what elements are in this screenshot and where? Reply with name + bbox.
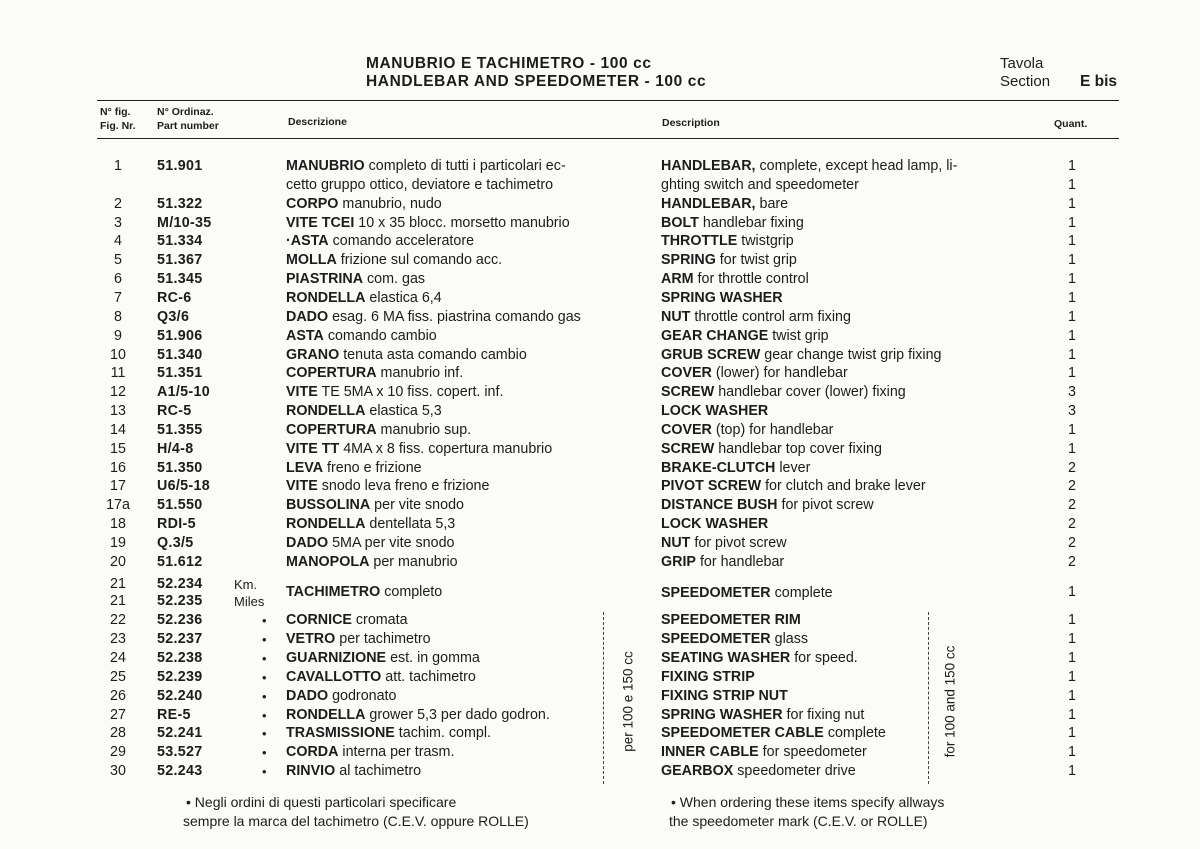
description-italian: RONDELLA grower 5,3 per dado godron.: [286, 707, 550, 723]
unit-label: Miles: [234, 594, 265, 609]
description-english: LOCK WASHER: [661, 516, 769, 532]
section-code: E bis: [1080, 73, 1118, 90]
part-number: 51.351: [157, 365, 203, 381]
description-english: SPRING WASHER for fixing nut: [661, 707, 865, 723]
table-row: [0, 346, 1200, 365]
table-row: [0, 668, 1200, 687]
quantity: 1: [1068, 252, 1076, 268]
footnote-english-line1: • When ordering these items specify allways: [671, 794, 945, 810]
part-number: RE-5: [157, 707, 191, 723]
part-number: 51.355: [157, 422, 203, 438]
bracket-line-italian: [603, 612, 604, 784]
table-row: [0, 383, 1200, 402]
table-row: [0, 477, 1200, 496]
part-number: 51.340: [157, 347, 203, 363]
description-italian: VETRO per tachimetro: [286, 631, 431, 647]
description-english: GEARBOX speedometer drive: [661, 763, 856, 779]
description-english: GEAR CHANGE twist grip: [661, 328, 829, 344]
fig-number: 4: [114, 233, 122, 249]
fig-number: 25: [110, 669, 126, 685]
bullet-icon: •: [262, 651, 267, 666]
table-row: [0, 195, 1200, 214]
column-description-italian: Descrizione: [288, 116, 347, 128]
bullet-icon: •: [262, 764, 267, 779]
quantity: 1: [1068, 763, 1076, 779]
description-english: SPEEDOMETER complete: [661, 585, 833, 601]
title-italian: MANUBRIO E TACHIMETRO - 100 cc: [366, 55, 652, 72]
part-number: Q.3/5: [157, 535, 194, 551]
fig-number: 19: [110, 535, 126, 551]
quantity: 1: [1068, 584, 1076, 600]
part-number: RDI-5: [157, 516, 196, 532]
fig-number: 6: [114, 271, 122, 287]
fig-number: 13: [110, 403, 126, 419]
table-row: [0, 157, 1200, 176]
fig-number: 10: [110, 347, 126, 363]
bullet-icon: •: [262, 708, 267, 723]
quantity: 2: [1068, 516, 1076, 532]
column-description-english: Description: [662, 117, 720, 129]
description-english: COVER (lower) for handlebar: [661, 365, 848, 381]
table-row: [0, 496, 1200, 515]
description-english: GRUB SCREW gear change twist grip fixing: [661, 347, 942, 363]
quantity: 1: [1068, 650, 1076, 666]
quantity: 1: [1068, 612, 1076, 628]
quantity: 2: [1068, 497, 1076, 513]
table-row: [0, 364, 1200, 383]
description-italian: GUARNIZIONE est. in gomma: [286, 650, 480, 666]
quantity: 1: [1068, 422, 1076, 438]
description-italian: DADO 5MA per vite snodo: [286, 535, 455, 551]
description-italian: RINVIO al tachimetro: [286, 763, 422, 779]
quantity: 1: [1068, 631, 1076, 647]
part-number: 51.901: [157, 158, 203, 174]
quantity: 1: [1068, 328, 1076, 344]
column-part-english: Part number: [157, 120, 219, 132]
part-number: M/10-35: [157, 215, 212, 231]
quantity: 3: [1068, 384, 1076, 400]
description-italian: CORNICE cromata: [286, 612, 408, 628]
fig-number: 12: [110, 384, 126, 400]
part-number: 52.243: [157, 763, 203, 779]
part-number: 51.322: [157, 196, 203, 212]
part-number: 51.550: [157, 497, 203, 513]
description-english: GRIP for handlebar: [661, 554, 785, 570]
description-italian: RONDELLA dentellata 5,3: [286, 516, 456, 532]
fig-number: 1: [114, 158, 122, 174]
quantity: 2: [1068, 460, 1076, 476]
part-number: Q3/6: [157, 309, 190, 325]
table-row: [0, 762, 1200, 781]
fig-number: 7: [114, 290, 122, 306]
part-number: 52.235: [157, 593, 203, 609]
part-number: 53.527: [157, 744, 203, 760]
vertical-note-english: for 100 and 150 cc: [942, 645, 958, 758]
description-italian: RONDELLA elastica 5,3: [286, 403, 442, 419]
table-row: [0, 743, 1200, 762]
quantity: 1: [1068, 688, 1076, 704]
quantity: 1: [1068, 441, 1076, 457]
description-italian: DADO godronato: [286, 688, 397, 704]
fig-number: 22: [110, 612, 126, 628]
quantity: 2: [1068, 535, 1076, 551]
quantity: 3: [1068, 403, 1076, 419]
description-english: SEATING WASHER for speed.: [661, 650, 858, 666]
description-italian: GRANO tenuta asta comando cambio: [286, 347, 527, 363]
description-english: ghting switch and speedometer: [661, 177, 859, 193]
fig-number: 15: [110, 441, 126, 457]
table-row: [0, 459, 1200, 478]
quantity: 1: [1068, 669, 1076, 685]
bullet-icon: •: [262, 726, 267, 741]
table-row: [0, 251, 1200, 270]
column-part-italian: N° Ordinaz.: [157, 106, 214, 118]
quantity: 1: [1068, 196, 1076, 212]
description-english: COVER (top) for handlebar: [661, 422, 834, 438]
quantity: 1: [1068, 725, 1076, 741]
part-number: RC-5: [157, 403, 192, 419]
fig-number: 8: [114, 309, 122, 325]
description-italian: cetto gruppo ottico, deviatore e tachimetro: [286, 177, 554, 193]
header-top-rule: [97, 100, 1119, 101]
part-number: 52.241: [157, 725, 203, 741]
description-english: BOLT handlebar fixing: [661, 215, 804, 231]
quantity: 1: [1068, 290, 1076, 306]
quantity: 1: [1068, 347, 1076, 363]
part-number: H/4-8: [157, 441, 194, 457]
description-italian: PIASTRINA com. gas: [286, 271, 426, 287]
fig-number: 5: [114, 252, 122, 268]
description-italian: VITE TT 4MA x 8 fiss. copertura manubrio: [286, 441, 553, 457]
column-quantity: Quant.: [1054, 118, 1088, 130]
description-italian: BUSSOLINA per vite snodo: [286, 497, 464, 513]
description-italian: LEVA freno e frizione: [286, 460, 422, 476]
part-number: 51.612: [157, 554, 203, 570]
description-english: FIXING STRIP: [661, 669, 755, 685]
fig-number: 17a: [106, 497, 130, 513]
description-italian: DADO esag. 6 MA fiss. piastrina comando gas: [286, 309, 581, 325]
fig-number: 28: [110, 725, 126, 741]
description-italian: MOLLA frizione sul comando acc.: [286, 252, 503, 268]
quantity: 2: [1068, 554, 1076, 570]
table-row: [0, 553, 1200, 572]
description-italian: ·ASTA comando acceleratore: [286, 233, 475, 249]
fig-number: 27: [110, 707, 126, 723]
tavola-label: Tavola: [1000, 55, 1044, 72]
bullet-icon: •: [262, 745, 267, 760]
table-row: [0, 611, 1200, 630]
table-row: [0, 515, 1200, 534]
quantity: 1: [1068, 233, 1076, 249]
description-italian: CORPO manubrio, nudo: [286, 196, 442, 212]
fig-number: 30: [110, 763, 126, 779]
part-number: 52.234: [157, 576, 203, 592]
part-number: 52.237: [157, 631, 203, 647]
fig-number: 20: [110, 554, 126, 570]
title-english: HANDLEBAR AND SPEEDOMETER - 100 cc: [366, 73, 707, 90]
fig-number: 11: [110, 365, 126, 381]
table-row: [0, 327, 1200, 346]
table-row: [0, 534, 1200, 553]
description-italian: ASTA comando cambio: [286, 328, 437, 344]
quantity: 1: [1068, 177, 1076, 193]
table-row: [0, 724, 1200, 743]
part-number: 52.239: [157, 669, 203, 685]
header-bottom-rule: [97, 138, 1119, 139]
fig-number: 18: [110, 516, 126, 532]
footnote-italian-line2: sempre la marca del tachimetro (C.E.V. oppure ROLLE): [183, 813, 529, 829]
description-english: DISTANCE BUSH for pivot screw: [661, 497, 874, 513]
description-italian: MANUBRIO completo di tutti i particolari ec-: [286, 158, 566, 174]
section-label: Section: [1000, 73, 1051, 90]
part-number: 51.367: [157, 252, 203, 268]
speedometer-description-row: [0, 583, 1200, 602]
description-english: SPEEDOMETER CABLE complete: [661, 725, 886, 741]
table-row: [0, 176, 1200, 195]
bullet-icon: •: [262, 632, 267, 647]
part-number: U6/5-18: [157, 478, 210, 494]
fig-number: 23: [110, 631, 126, 647]
description-english: FIXING STRIP NUT: [661, 688, 788, 704]
description-english: BRAKE-CLUTCH lever: [661, 460, 811, 476]
quantity: 1: [1068, 309, 1076, 325]
fig-number: 17: [110, 478, 126, 494]
part-number: 51.350: [157, 460, 203, 476]
description-english: SCREW handlebar cover (lower) fixing: [661, 384, 906, 400]
description-english: SPEEDOMETER glass: [661, 631, 808, 647]
fig-number: 29: [110, 744, 126, 760]
description-italian: MANOPOLA per manubrio: [286, 554, 458, 570]
column-fig-italian: N° fig.: [100, 106, 131, 118]
table-row: [0, 289, 1200, 308]
description-english: HANDLEBAR, bare: [661, 196, 789, 212]
description-english: SPRING for twist grip: [661, 252, 797, 268]
description-english: NUT for pivot screw: [661, 535, 787, 551]
description-italian: VITE snodo leva freno e frizione: [286, 478, 490, 494]
part-number: 51.906: [157, 328, 203, 344]
fig-number: 21: [110, 576, 126, 592]
description-english: SCREW handlebar top cover fixing: [661, 441, 882, 457]
part-number: 52.236: [157, 612, 203, 628]
table-row: [0, 270, 1200, 289]
table-row: [0, 308, 1200, 327]
description-english: NUT throttle control arm fixing: [661, 309, 851, 325]
fig-number: 3: [114, 215, 122, 231]
fig-number: 26: [110, 688, 126, 704]
footnote-english-line2: the speedometer mark (C.E.V. or ROLLE): [669, 813, 928, 829]
table-row: [0, 630, 1200, 649]
bracket-line-english: [928, 612, 929, 784]
quantity: 2: [1068, 478, 1076, 494]
description-italian: CORDA interna per trasm.: [286, 744, 455, 760]
description-english: ARM for throttle control: [661, 271, 809, 287]
table-row: [0, 214, 1200, 233]
table-row: [0, 440, 1200, 459]
quantity: 1: [1068, 215, 1076, 231]
description-italian: TACHIMETRO completo: [286, 584, 443, 600]
description-english: SPRING WASHER: [661, 290, 783, 306]
description-italian: COPERTURA manubrio inf.: [286, 365, 464, 381]
description-english: HANDLEBAR, complete, except head lamp, li-: [661, 158, 958, 174]
footnote-italian-line1: • Negli ordini di questi particolari specificare: [186, 794, 457, 810]
description-italian: RONDELLA elastica 6,4: [286, 290, 442, 306]
fig-number: 16: [110, 460, 126, 476]
description-english: THROTTLE twistgrip: [661, 233, 794, 249]
fig-number: 14: [110, 422, 126, 438]
table-row: [0, 421, 1200, 440]
quantity: 1: [1068, 744, 1076, 760]
quantity: 1: [1068, 271, 1076, 287]
fig-number: 24: [110, 650, 126, 666]
part-number: 51.345: [157, 271, 203, 287]
description-english: LOCK WASHER: [661, 403, 769, 419]
fig-number: 9: [114, 328, 122, 344]
table-row: [0, 402, 1200, 421]
part-number: A1/5-10: [157, 384, 210, 400]
table-row: [0, 687, 1200, 706]
quantity: 1: [1068, 158, 1076, 174]
column-fig-english: Fig. Nr.: [100, 120, 136, 132]
quantity: 1: [1068, 365, 1076, 381]
bullet-icon: •: [262, 689, 267, 704]
table-row: [0, 649, 1200, 668]
bullet-icon: •: [262, 670, 267, 685]
description-english: PIVOT SCREW for clutch and brake lever: [661, 478, 926, 494]
bullet-icon: •: [262, 613, 267, 628]
table-row: [0, 706, 1200, 725]
part-number: 52.240: [157, 688, 203, 704]
part-number: 52.238: [157, 650, 203, 666]
description-italian: COPERTURA manubrio sup.: [286, 422, 472, 438]
unit-label: Km.: [234, 577, 258, 592]
description-english: SPEEDOMETER RIM: [661, 612, 801, 628]
part-number: RC-6: [157, 290, 192, 306]
description-english: INNER CABLE for speedometer: [661, 744, 867, 760]
description-italian: VITE TCEI 10 x 35 blocc. morsetto manubrio: [286, 215, 570, 231]
description-italian: TRASMISSIONE tachim. compl.: [286, 725, 491, 741]
vertical-note-italian: per 100 e 150 cc: [620, 651, 636, 752]
fig-number: 2: [114, 196, 122, 212]
description-italian: VITE TE 5MA x 10 fiss. copert. inf.: [286, 384, 504, 400]
fig-number: 21: [110, 593, 126, 609]
part-number: 51.334: [157, 233, 203, 249]
table-row: [0, 232, 1200, 251]
quantity: 1: [1068, 707, 1076, 723]
description-italian: CAVALLOTTO att. tachimetro: [286, 669, 476, 685]
